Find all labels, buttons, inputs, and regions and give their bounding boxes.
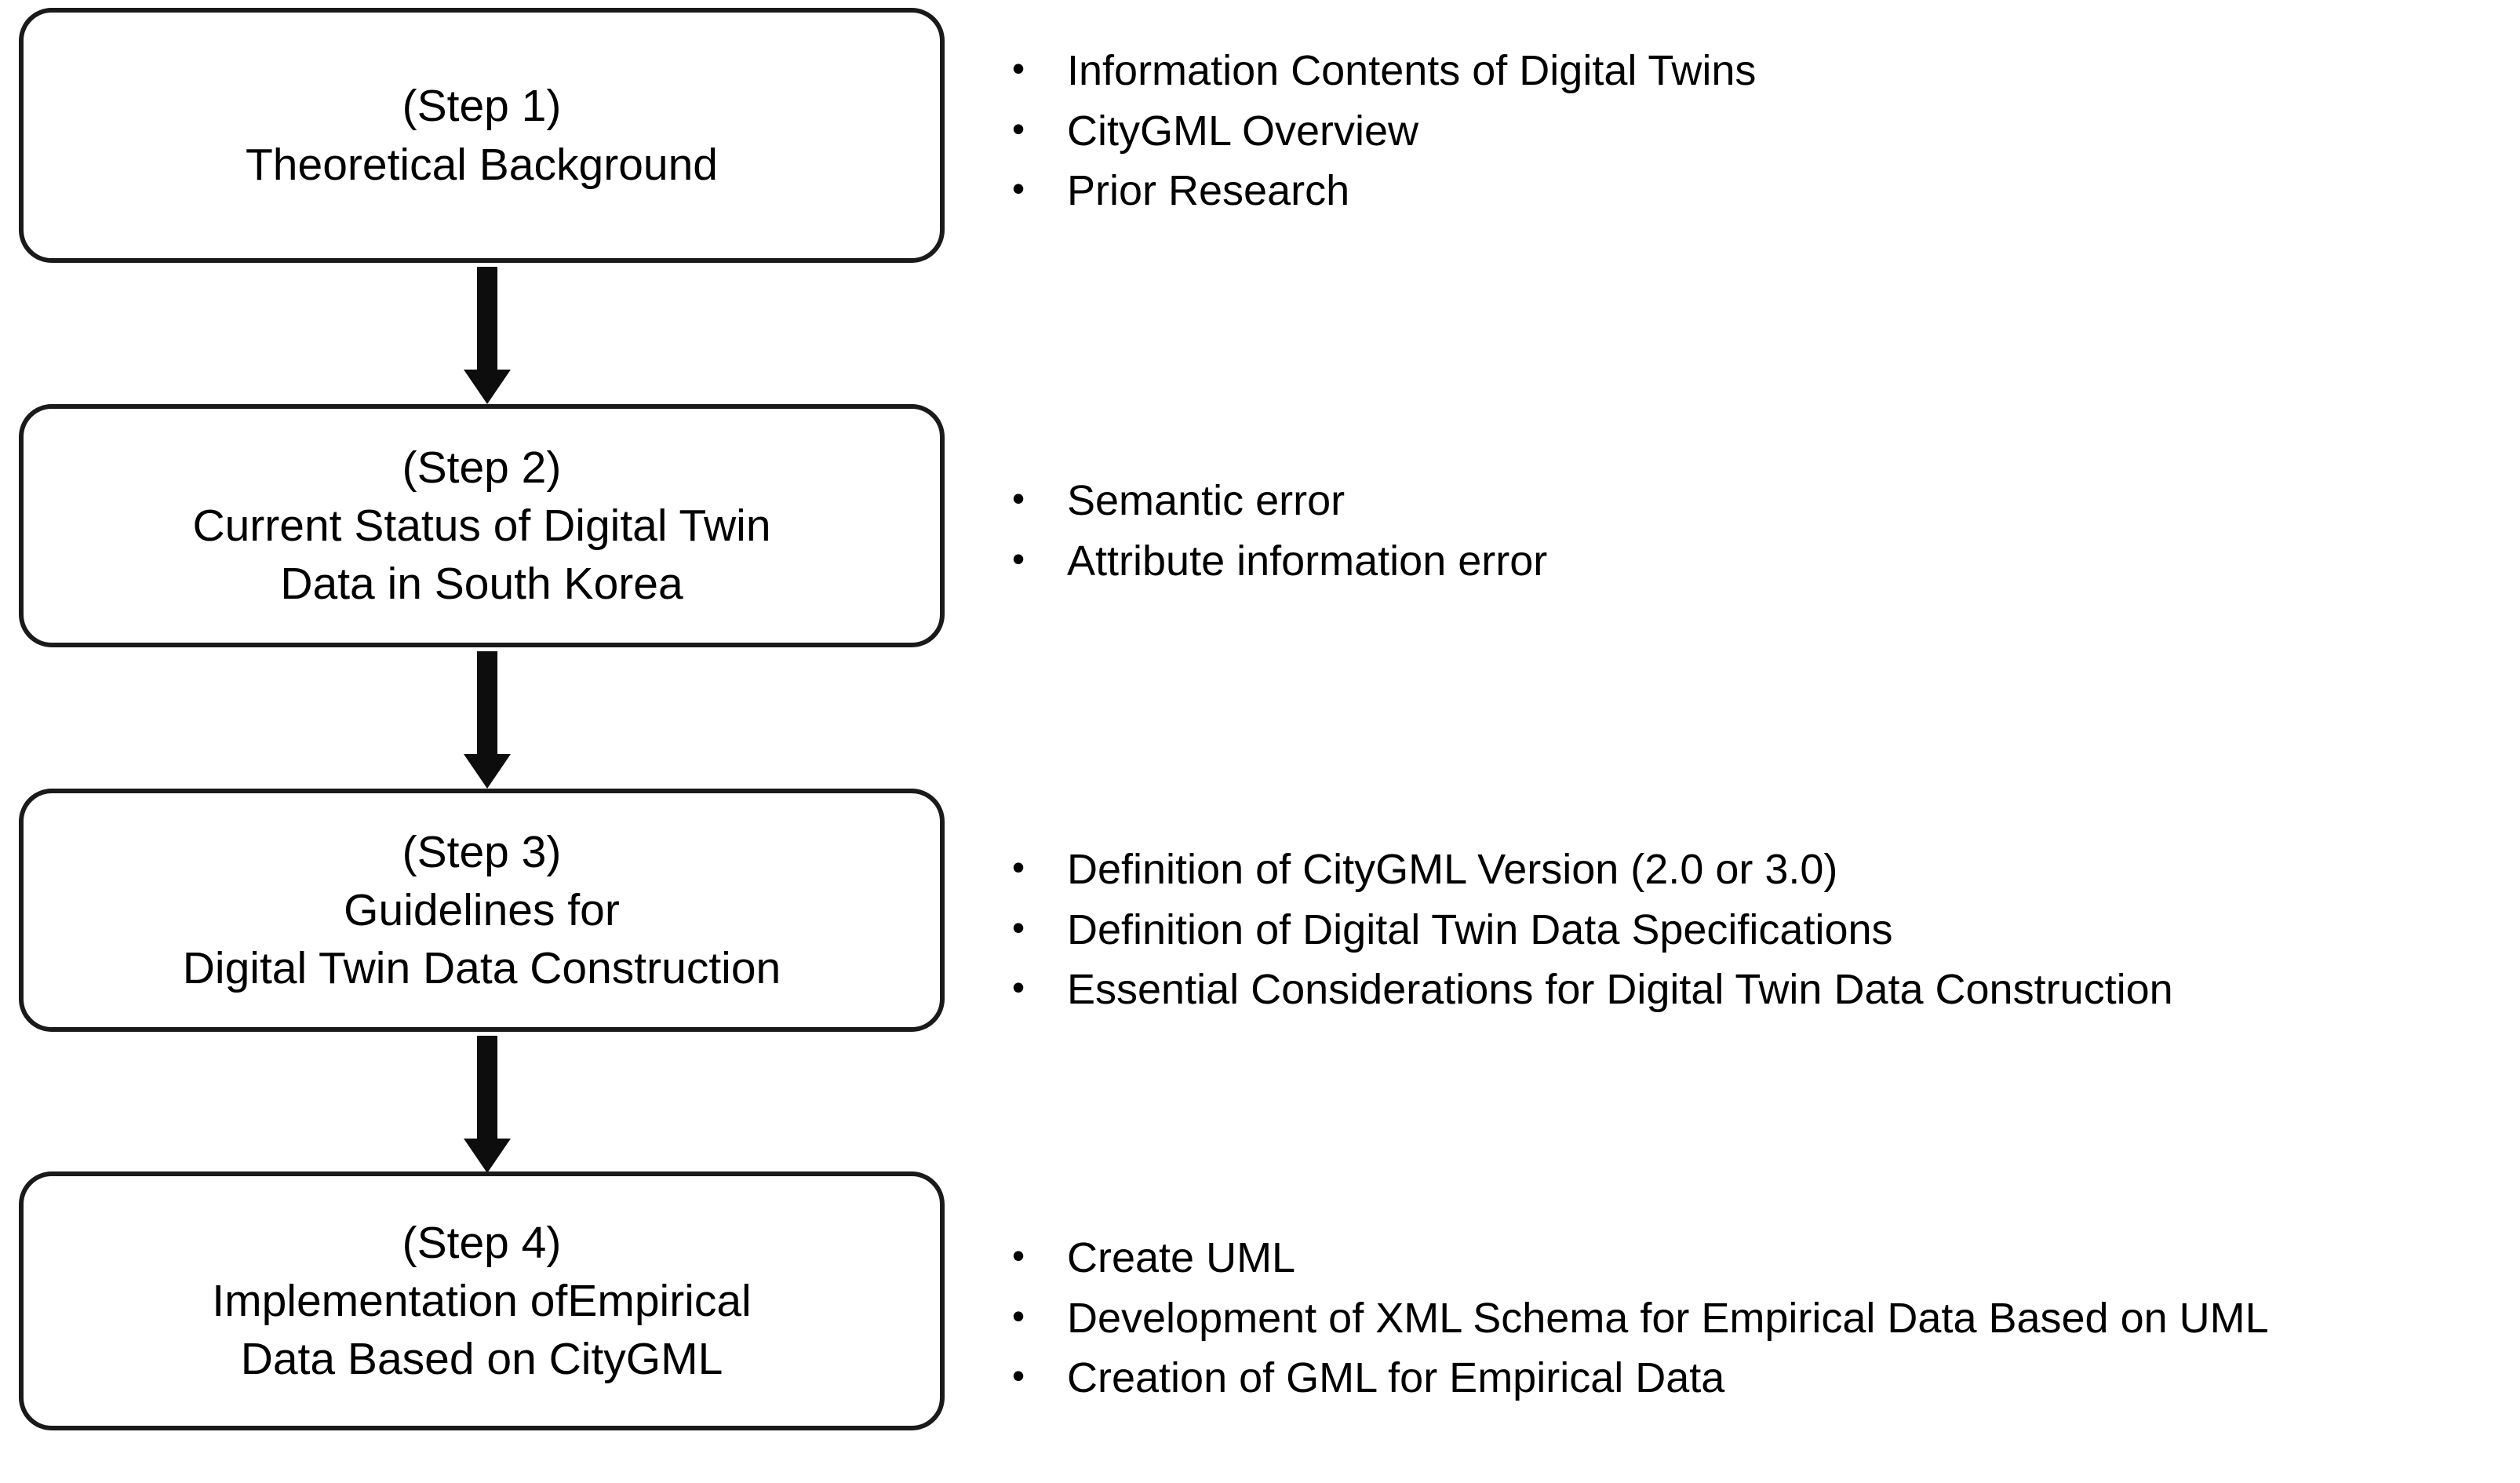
bullet-text: Information Contents of Digital Twins — [1067, 47, 1757, 94]
list-item — [1012, 1228, 2520, 1288]
bullet-text: Prior Research — [1067, 167, 1350, 215]
step-1-title-line-1: (Step 1) — [402, 81, 562, 132]
step-4-title-line-2: Implementation ofEmpirical — [212, 1275, 752, 1326]
diagram-row-step-2 — [0, 404, 2520, 647]
list-item — [1012, 531, 2520, 592]
step-4-title-line-1: (Step 4) — [402, 1217, 562, 1268]
list-item — [1012, 471, 2520, 531]
diagram-row-step-1 — [0, 8, 2520, 263]
step-box-1 — [19, 8, 945, 263]
step-column-3 — [0, 789, 965, 1032]
step-column-1 — [0, 8, 965, 263]
step-1-title-line-2: Theoretical Background — [245, 139, 718, 190]
step-2-title-line-3: Data in South Korea — [280, 559, 683, 610]
bullet-marker-icon: • — [1012, 847, 1025, 887]
bullet-marker-icon: • — [1012, 107, 1025, 149]
bullet-marker-icon: • — [1012, 1235, 1025, 1276]
step-2-title-line-1: (Step 2) — [402, 442, 562, 493]
bullet-text: Semantic error — [1067, 477, 1346, 524]
bullet-marker-icon: • — [1012, 1355, 1025, 1397]
bullet-text: Definition of CityGML Version (2.0 or 3.0) — [1067, 846, 1838, 893]
step-1-bullet-list — [965, 8, 2520, 221]
list-item — [1012, 840, 2520, 900]
bullet-text: Creation of GML for Empirical Data — [1067, 1354, 1725, 1402]
step-3-title-line-3: Digital Twin Data Construction — [182, 943, 781, 994]
bullet-marker-icon: • — [1012, 168, 1025, 210]
diagram-row-step-3 — [0, 789, 2520, 1032]
step-4-title-line-3: Data Based on CityGML — [240, 1334, 723, 1385]
diagram-row-step-4 — [0, 1171, 2520, 1430]
arrow-step1-to-step2 — [477, 267, 497, 404]
step-4-bullet-list — [965, 1171, 2520, 1408]
step-column-2 — [0, 404, 965, 647]
step-3-title-line-1: (Step 3) — [402, 826, 562, 877]
list-item — [1012, 900, 2520, 960]
bullet-marker-icon: • — [1012, 478, 1025, 519]
arrow-step3-to-step4 — [477, 1036, 497, 1173]
step-box-3 — [19, 789, 945, 1032]
bullet-text: Attribute information error — [1067, 537, 1548, 585]
step-3-title-line-2: Guidelines for — [344, 884, 620, 935]
step-box-2 — [19, 404, 945, 647]
bullet-text: Essential Considerations for Digital Twin Data Construction — [1067, 966, 2173, 1014]
list-item — [1012, 41, 2520, 101]
list-item — [1012, 161, 2520, 221]
step-box-4 — [19, 1171, 945, 1430]
list-item — [1012, 960, 2520, 1020]
bullet-text: Development of XML Schema for Empirical Data Based on UML — [1067, 1294, 2269, 1342]
bullet-text: CityGML Overview — [1067, 107, 1419, 155]
bullet-marker-icon: • — [1012, 1295, 1025, 1336]
step-3-bullet-list — [965, 789, 2520, 1020]
bullet-marker-icon: • — [1012, 967, 1025, 1008]
step-2-bullet-list — [965, 404, 2520, 591]
bullet-text: Definition of Digital Twin Data Specifications — [1067, 905, 1893, 953]
step-2-title-line-2: Current Status of Digital Twin — [192, 500, 771, 551]
bullet-marker-icon: • — [1012, 906, 1025, 948]
arrow-step2-to-step3 — [477, 651, 497, 789]
list-item — [1012, 101, 2520, 162]
bullet-text: Create UML — [1067, 1234, 1296, 1281]
bullet-marker-icon: • — [1012, 537, 1025, 579]
bullet-marker-icon: • — [1012, 48, 1025, 89]
list-item — [1012, 1348, 2520, 1408]
step-column-4 — [0, 1171, 965, 1430]
list-item — [1012, 1288, 2520, 1349]
